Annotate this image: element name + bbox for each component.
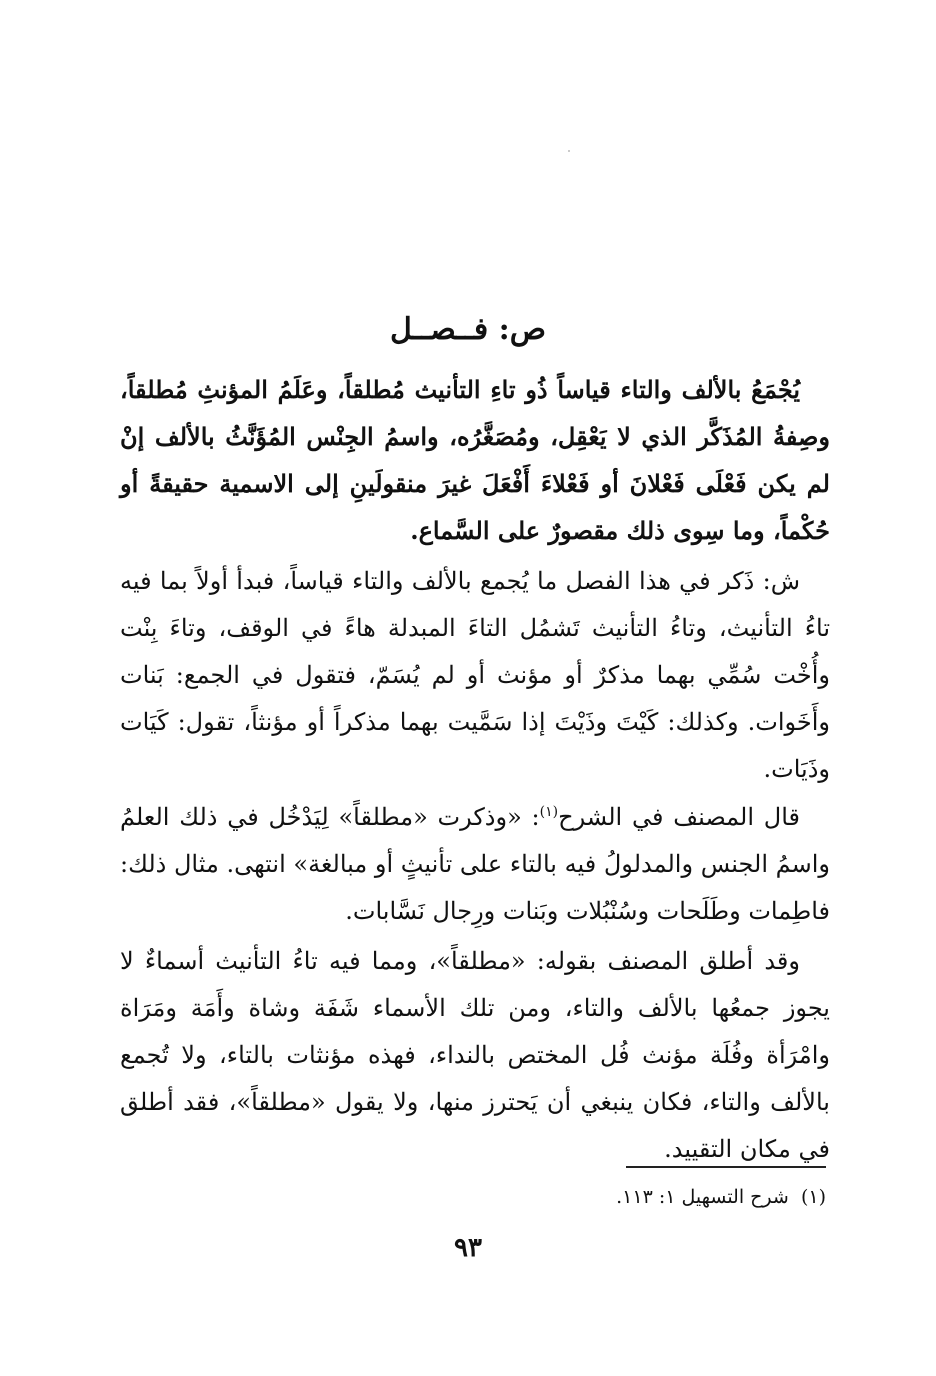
footnote-text: شرح التسهيل ١: ١١٣.	[616, 1186, 789, 1208]
sharh-paragraph-3: وقد أطلق المصنف بقوله: «مطلقاً»، ومما فيه تاءُ التأنيث أسماءٌ لا يجوز جمعُها بالألف والتاء، ومن تلك الأسماء شَفَة وشاة وأَمَة ومَرَاة وامْرَأة وفُلَة مؤنث فُل المختص بالنداء، فهذه مؤنثات بالتاء، ولا تُجمع بالألف والتاء، فكان ينبغي أن يَحترز منها، ولا يقول «مطلقاً»، فقد أطلق في مكان التقييد.	[120, 947, 830, 1163]
sharh-paragraph-2-lead: قال المصنف في الشرح	[558, 803, 801, 831]
page-number: ٩٣	[454, 1233, 482, 1263]
footnote-reference: (١)	[539, 804, 559, 820]
sharh-paragraph-1: ش: ذَكر في هذا الفصل ما يُجمع بالألف والتاء قياساً، فبدأ أولاً بما فيه تاءُ التأنيث، وتاءُ التأنيث تَشمُل التاءَ المبدلة هاءً في الوقف، وتاءَ بِنْت وأُخْت سُمِّي بهما مذكرٌ أو مؤنث أو لم يُسَمّ، فتقول في الجمع: بَنات وأَخَوات. وكذلك: كَيْتَ وذَيْتَ إذا سَمَّيت بهما مذكراً أو مؤنثاً، تقول: كَيَات وذَيَات.	[120, 567, 830, 783]
footnote-marker: (١)	[800, 1186, 826, 1208]
section-heading: ص: فــصــل	[389, 312, 547, 347]
matn-paragraph: يُجْمَعُ بالألف والتاء قياساً ذُو تاءِ التأنيث مُطلقاً، وعَلَمُ المؤنثِ مُطلقاً، وصِفةُ المُذَكَّر الذي لا يَعْقِل، ومُصَغَّرُه، واسمُ الجِنْس المُؤَنَّثُ بالألف إنْ لم يكن فَعْلَى فَعْلانَ أو فَعْلاءَ أَفْعَلَ غيرَ منقولَينِ إلى الاسمية حقيقةً أو حُكْماً، وما سِوى ذلك مقصورٌ على السَّماع.	[120, 375, 830, 545]
footnote	[120, 1180, 826, 1214]
footnote-separator	[626, 1166, 826, 1168]
sharh-paragraph-2-quote: : «وذكرت «مطلقاً» لِيَدْخُل في ذلك العلمُ واسمُ الجنس والمدلولُ فيه بالتاء على تأنيثٍ أو مبالغة» انتهى. مثال ذلك: فاطِمات وطَلَحات وسُنْبُلات وبَنات ورِجال نَسَّابات.	[120, 803, 830, 925]
sharh-paragraph-2	[120, 794, 830, 935]
scan-speck	[568, 150, 570, 152]
